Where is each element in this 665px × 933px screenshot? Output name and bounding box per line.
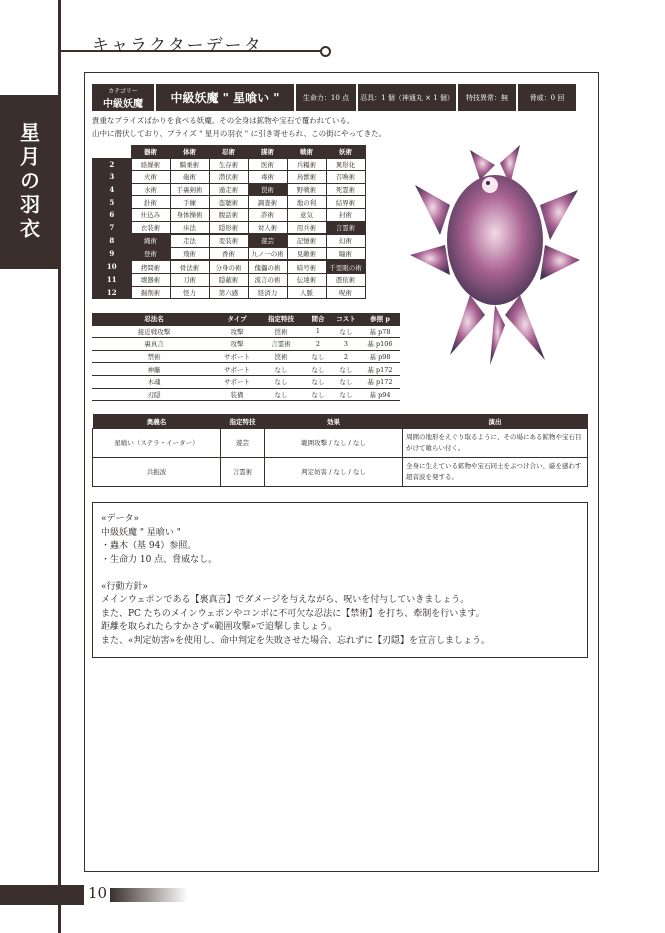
skill-cell: 封術 — [326, 208, 365, 221]
skill-cell: 言霊術 — [326, 221, 365, 234]
ninpo-cell: 基 p94 — [360, 388, 400, 401]
ninpo-cell: 3 — [332, 338, 360, 351]
skill-cell: 第六感 — [209, 286, 248, 299]
skill-row-number: 7 — [93, 221, 132, 234]
skill-cell: 身体操術 — [170, 208, 209, 221]
ninpo-header: 間合 — [304, 313, 332, 325]
skill-header: 器術 — [131, 146, 170, 159]
ninpo-cell: なし — [304, 375, 332, 388]
skill-cell: 刀術 — [170, 273, 209, 286]
ninpo-row — [92, 338, 400, 351]
ninpo-cell: なし — [304, 350, 332, 363]
skill-row — [93, 171, 366, 184]
skill-cell: 野戦術 — [287, 183, 326, 196]
ninpo-cell: なし — [258, 375, 304, 388]
page-gradient — [110, 888, 188, 902]
skill-cell: 潜伏術 — [209, 171, 248, 184]
skill-cell: 砲術 — [170, 171, 209, 184]
skill-row — [93, 286, 366, 299]
skill-cell: 地の利 — [287, 196, 326, 209]
description-line: 貴重なプライズばかりを食べる妖魔。その全身は鉱物や宝石で覆われている。 — [92, 116, 355, 125]
ougi-cell: 判定妨害 / なし / なし — [265, 458, 403, 487]
ninpo-cell: 裏真言 — [92, 338, 216, 351]
ninpo-cell: なし — [304, 363, 332, 376]
page-title: キャラクターデータ — [92, 36, 263, 56]
skill-row-number: 2 — [93, 158, 132, 171]
skill-cell: 傀儡の術 — [248, 260, 287, 273]
skill-cell: 分身の術 — [209, 260, 248, 273]
ninpo-row — [92, 350, 400, 363]
skill-cell: 騎乗術 — [170, 158, 209, 171]
skill-cell: 憑依術 — [326, 273, 365, 286]
hp-stat: 生命力：10 点 — [296, 84, 356, 111]
ougi-header: 奥義名 — [93, 414, 221, 429]
skill-cell: 異形化 — [326, 158, 365, 171]
skill-row — [93, 260, 366, 273]
skill-cell: 呪術 — [326, 286, 365, 299]
page-bar — [0, 885, 84, 905]
skill-cell: 飛術 — [170, 247, 209, 260]
skill-cell: 九ノ一の術 — [248, 247, 287, 260]
ninpo-cell: 神籬 — [92, 363, 216, 376]
skill-cell: 罠術 — [248, 183, 287, 196]
description-line: 山中に潜伏しており、プライズ " 星月の羽衣 " に引き寄せられ、この街にやってきた。 — [92, 129, 387, 138]
ougi-cell: 全身に生えている鉱物や宝石同士をぶつけ合い、厳を感わす超音波を発する。 — [403, 458, 588, 487]
skill-cell: 腹話術 — [209, 208, 248, 221]
category-value: 中級妖魔 — [103, 98, 143, 110]
skill-cell: 人脈 — [287, 286, 326, 299]
skill-cell: 衣装術 — [131, 221, 170, 234]
skill-cell: 手裏剣術 — [170, 183, 209, 196]
page-margin-line — [58, 0, 61, 933]
ninpo-header: 忍法名 — [92, 313, 216, 325]
skill-header: 謀術 — [248, 146, 287, 159]
skill-cell: 香術 — [209, 247, 248, 260]
skill-cell: 仕込み — [131, 208, 170, 221]
ninpo-row — [92, 388, 400, 401]
ninpo-cell: 攻撃 — [216, 325, 258, 338]
ninpo-cell: 装備 — [216, 388, 258, 401]
ninpo-cell: なし — [332, 388, 360, 401]
skill-row-number: 10 — [93, 260, 132, 273]
ninja-tools-stat: 忍具：1 個（神通丸 × 1 個） — [358, 84, 456, 111]
ninpo-cell: サポート — [216, 375, 258, 388]
skill-row — [93, 234, 366, 247]
skill-cell: 掘削術 — [131, 286, 170, 299]
skill-row-number: 5 — [93, 196, 132, 209]
skill-cell: 見敵術 — [287, 247, 326, 260]
skill-row-number: 8 — [93, 234, 132, 247]
ougi-header: 演出 — [403, 414, 588, 429]
ninpo-table — [92, 313, 400, 401]
ougi-cell: 周囲の地形をえぐり取るように、その場にある鉱物や宝石目がけて喰らい付く。 — [403, 429, 588, 458]
skill-row-number: 9 — [93, 247, 132, 260]
category-box — [92, 84, 154, 111]
skill-cell: 意気 — [287, 208, 326, 221]
skill-cell: 絡繰術 — [131, 158, 170, 171]
skill-header: 妖術 — [326, 146, 365, 159]
skill-cell: 詐術 — [248, 208, 287, 221]
description — [92, 114, 588, 140]
skill-table — [92, 145, 366, 299]
skill-cell: 瞳術 — [326, 247, 365, 260]
skill-row — [93, 221, 366, 234]
skill-cell: 対人術 — [248, 221, 287, 234]
ougi-row — [93, 429, 588, 458]
skill-row — [93, 158, 366, 171]
skill-cell: 鳥獣術 — [287, 171, 326, 184]
ninpo-cell: 攻撃 — [216, 338, 258, 351]
ninpo-cell: 2 — [332, 350, 360, 363]
ninpo-cell: 接近戦攻撃 — [92, 325, 216, 338]
ninpo-cell: 基 p106 — [360, 338, 400, 351]
ninpo-cell: 言霊術 — [258, 338, 304, 351]
skill-cell: 千里眼の術 — [326, 260, 365, 273]
skill-header: 体術 — [170, 146, 209, 159]
skill-cell: 歩法 — [170, 221, 209, 234]
skill-cell: 医術 — [248, 158, 287, 171]
skill-cell: 遊芸 — [248, 234, 287, 247]
skill-cell: 伝達術 — [287, 273, 326, 286]
skill-cell: 変装術 — [209, 234, 248, 247]
skill-row-number: 4 — [93, 183, 132, 196]
ougi-table — [92, 414, 588, 487]
skill-cell: 壊器術 — [131, 273, 170, 286]
ougi-cell: 遊芸 — [221, 429, 265, 458]
skill-cell: 隠蔽術 — [209, 273, 248, 286]
ninpo-cell: サポート — [216, 350, 258, 363]
ninpo-cell: 罠術 — [258, 325, 304, 338]
header-rule-dot — [320, 46, 331, 57]
ninpo-cell: サポート — [216, 363, 258, 376]
ninpo-cell: なし — [332, 363, 360, 376]
ougi-header: 効果 — [265, 414, 403, 429]
category-label: カテゴリー — [108, 87, 138, 95]
ninpo-cell: 基 p98 — [360, 350, 400, 363]
skill-cell: 針術 — [131, 196, 170, 209]
ninpo-row — [92, 375, 400, 388]
ninpo-cell: なし — [332, 325, 360, 338]
data-box — [92, 502, 588, 658]
skill-cell: 兵糧術 — [287, 158, 326, 171]
skill-cell: 隠形術 — [209, 221, 248, 234]
skill-row-number: 12 — [93, 286, 132, 299]
skill-row — [93, 247, 366, 260]
side-tab — [0, 95, 58, 269]
ninpo-cell: 基 p78 — [360, 325, 400, 338]
skill-cell: 記憶術 — [287, 234, 326, 247]
skill-row — [93, 196, 366, 209]
ougi-cell: 共振波 — [93, 458, 221, 487]
ninpo-cell: なし — [304, 388, 332, 401]
skill-cell: 用兵術 — [287, 221, 326, 234]
ninpo-cell: 2 — [304, 338, 332, 351]
side-tab-label: 星月の羽衣 — [16, 122, 41, 242]
skill-cell: 調査術 — [248, 196, 287, 209]
skill-row-number: 3 — [93, 171, 132, 184]
page-number: 10 — [88, 884, 108, 902]
ougi-cell: 言霊術 — [221, 458, 265, 487]
ninpo-cell: 基 p172 — [360, 375, 400, 388]
skill-cell: 幻術 — [326, 234, 365, 247]
skill-cell: 火術 — [131, 171, 170, 184]
ninpo-header: 参照 p — [360, 313, 400, 325]
skill-header: 忍術 — [209, 146, 248, 159]
ninpo-row — [92, 363, 400, 376]
skill-cell: 怪力 — [170, 286, 209, 299]
skill-cell: 遁走術 — [209, 183, 248, 196]
ougi-row — [93, 458, 588, 487]
ninpo-cell: なし — [258, 363, 304, 376]
skill-cell: 死霊術 — [326, 183, 365, 196]
ninpo-cell: 基 p172 — [360, 363, 400, 376]
skill-cell: 毒術 — [248, 171, 287, 184]
skill-cell: 水術 — [131, 183, 170, 196]
skill-cell: 流言の術 — [248, 273, 287, 286]
ninpo-header: タイプ — [216, 313, 258, 325]
ougi-cell: 範囲攻撃 / なし / なし — [265, 429, 403, 458]
skill-row-number: 6 — [93, 208, 132, 221]
skill-cell: 召喚術 — [326, 171, 365, 184]
ninpo-header: 指定特技 — [258, 313, 304, 325]
ougi-cell: 星喰い（ステラ・イーター） — [93, 429, 221, 458]
skill-row-number: 11 — [93, 273, 132, 286]
ninpo-row — [92, 325, 400, 338]
skill-row — [93, 208, 366, 221]
skill-cell: 手練 — [170, 196, 209, 209]
skill-cell: 骨法術 — [170, 260, 209, 273]
traits-stat: 特技異常：無 — [458, 84, 516, 111]
ninpo-cell: なし — [332, 375, 360, 388]
skill-cell: 結界術 — [326, 196, 365, 209]
skill-cell: 暗号術 — [287, 260, 326, 273]
ninpo-cell: 木魂 — [92, 375, 216, 388]
ninpo-header: コスト — [332, 313, 360, 325]
skill-cell: 拷問術 — [131, 260, 170, 273]
menace-stat: 脅威：0 回 — [518, 84, 576, 111]
skill-row — [93, 183, 366, 196]
skill-cell: 縄術 — [131, 234, 170, 247]
ninpo-cell: なし — [258, 388, 304, 401]
skill-row — [93, 273, 366, 286]
skill-cell: 登術 — [131, 247, 170, 260]
skill-cell: 盗聴術 — [209, 196, 248, 209]
skill-header: 戦術 — [287, 146, 326, 159]
skill-cell: 生存術 — [209, 158, 248, 171]
skill-cell: 走法 — [170, 234, 209, 247]
info-bar — [92, 84, 588, 111]
ninpo-cell: 1 — [304, 325, 332, 338]
ninpo-cell: 禁術 — [92, 350, 216, 363]
dragon-illustration — [410, 145, 580, 370]
skill-cell: 経済力 — [248, 286, 287, 299]
ninpo-cell: 刃隠 — [92, 388, 216, 401]
ninpo-cell: 罠術 — [258, 350, 304, 363]
ougi-header: 指定特技 — [221, 414, 265, 429]
data-text: «データ» 中級妖魔 " 星喰い " ・蟲木（基 94）参照。 ・生命力 10 点、脅威なし。 «行動方針» メインウェポンである【裏真言】でダメージを与えながら、呪いを付与していきましょう。 また、PC たちのメインウェポンやコンボに不可欠な忍法に【禁術】を打ち、牽制を行います。 距離を取られたらすかさず«範囲攻撃»で追撃しましょう。 また、«判定妨害»を使用し、命中判定を失敗させた場合、忘れずに【刃隠】を宣言しましょう。 — [101, 514, 491, 646]
enemy-name: 中級妖魔 " 星喰い " — [156, 84, 294, 111]
